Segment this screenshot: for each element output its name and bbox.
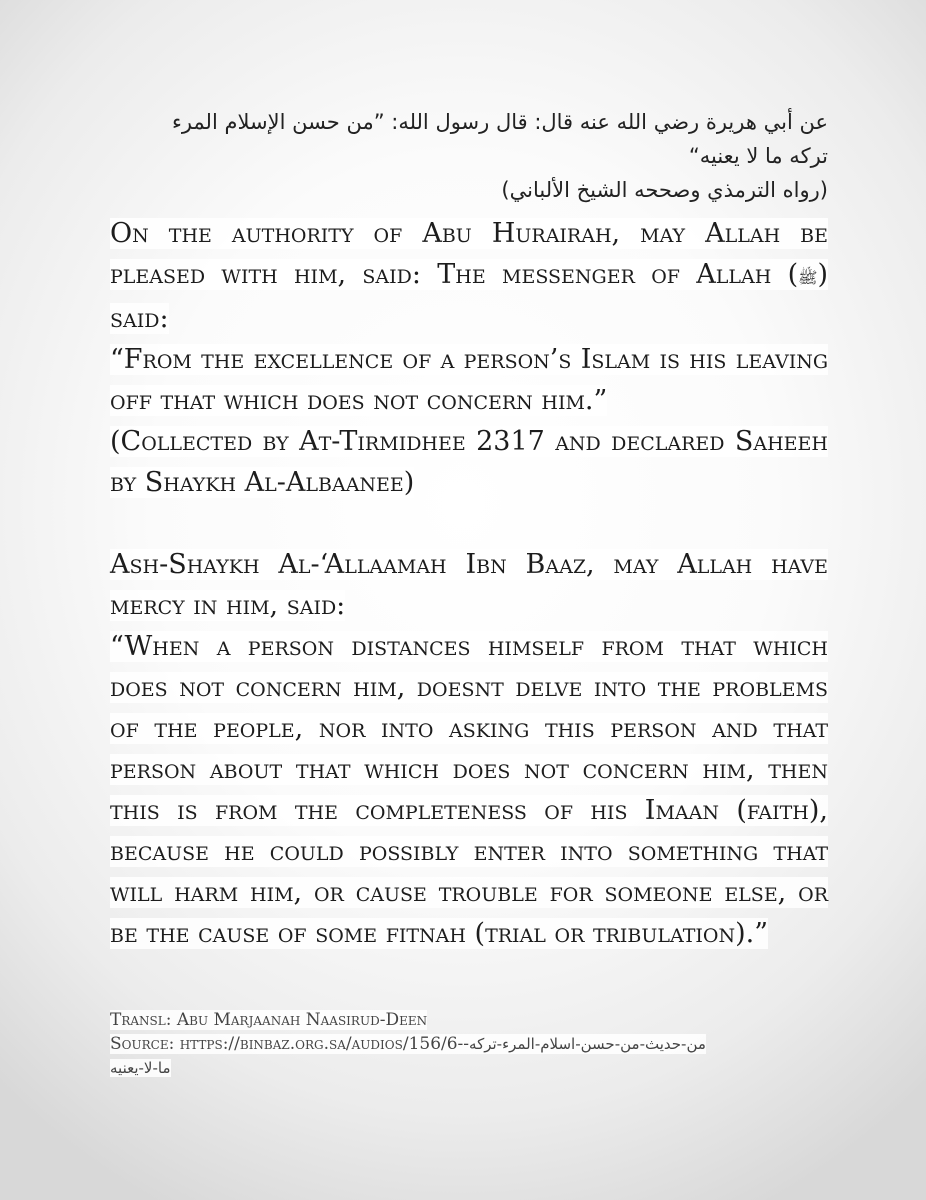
salawat-symbol: ﷺ xyxy=(798,268,818,287)
hadith-intro xyxy=(110,213,828,339)
commentary-text-span: “When a person distances himself from that which does not concern him, doesnt delve into the problems of the people, nor into asking this person and that person about that which does not concern him, then this is from the completeness of his Imaan (faith), because he could possibly enter into something that will harm him, or cause trouble for someone else, or be the cause of some fitnah (trial or tribulation).” xyxy=(110,631,828,949)
hadith-intro-text-2: ) said: xyxy=(110,259,828,334)
hadith-english-text-span: “From the excellence of a person’s Islam is his leaving off that which does not concern him.” xyxy=(110,344,829,416)
translator-credit-span: Transl: Abu Marjaanah Naasirud-Deen xyxy=(110,1010,428,1030)
hadith-intro-text-1: On the authority of Abu Hurairah, may Allah be pleased with him, said: The messenger of Allah ( xyxy=(110,218,828,290)
source-url-prefix[interactable]: Source: https://binbaz.org.sa/audios/156/6-- xyxy=(110,1034,470,1054)
paragraph-gap xyxy=(110,503,828,544)
commentary-intro-span: Ash-Shaykh Al-‘Allaamah Ibn Baaz, may Allah have mercy in him, said: xyxy=(110,549,828,621)
hadith-english-source-span: (Collected by At-Tirmidhee 2317 and declared Saheeh by Shaykh Al-Albaanee) xyxy=(110,426,828,498)
hadith-english-source xyxy=(110,421,828,503)
commentary-intro xyxy=(110,544,828,626)
arabic-hadith-source: (رواه الترمذي وصححه الشيخ الألباني) xyxy=(501,178,828,202)
arabic-hadith-line-2: تركه ما لا يعنيه“ xyxy=(688,144,828,168)
credits-block xyxy=(110,1008,828,1080)
arabic-hadith-line-1: عن أبي هريرة رضي الله عنه قال: قال رسول الله: ”من حسن الإسلام المرء xyxy=(171,110,828,134)
hadith-english-text xyxy=(110,339,828,421)
document-page xyxy=(110,105,828,954)
arabic-hadith xyxy=(110,105,828,207)
source-credit-line-2 xyxy=(110,1056,828,1080)
source-credit xyxy=(110,1032,828,1056)
source-url-arabic-1[interactable]: من-حديث-من-حسن-اسلام-المرء-تركه xyxy=(469,1035,706,1053)
translator-credit xyxy=(110,1008,828,1032)
source-url-arabic-2[interactable]: ما-لا-يعنيه xyxy=(110,1059,171,1077)
commentary-text xyxy=(110,626,828,954)
